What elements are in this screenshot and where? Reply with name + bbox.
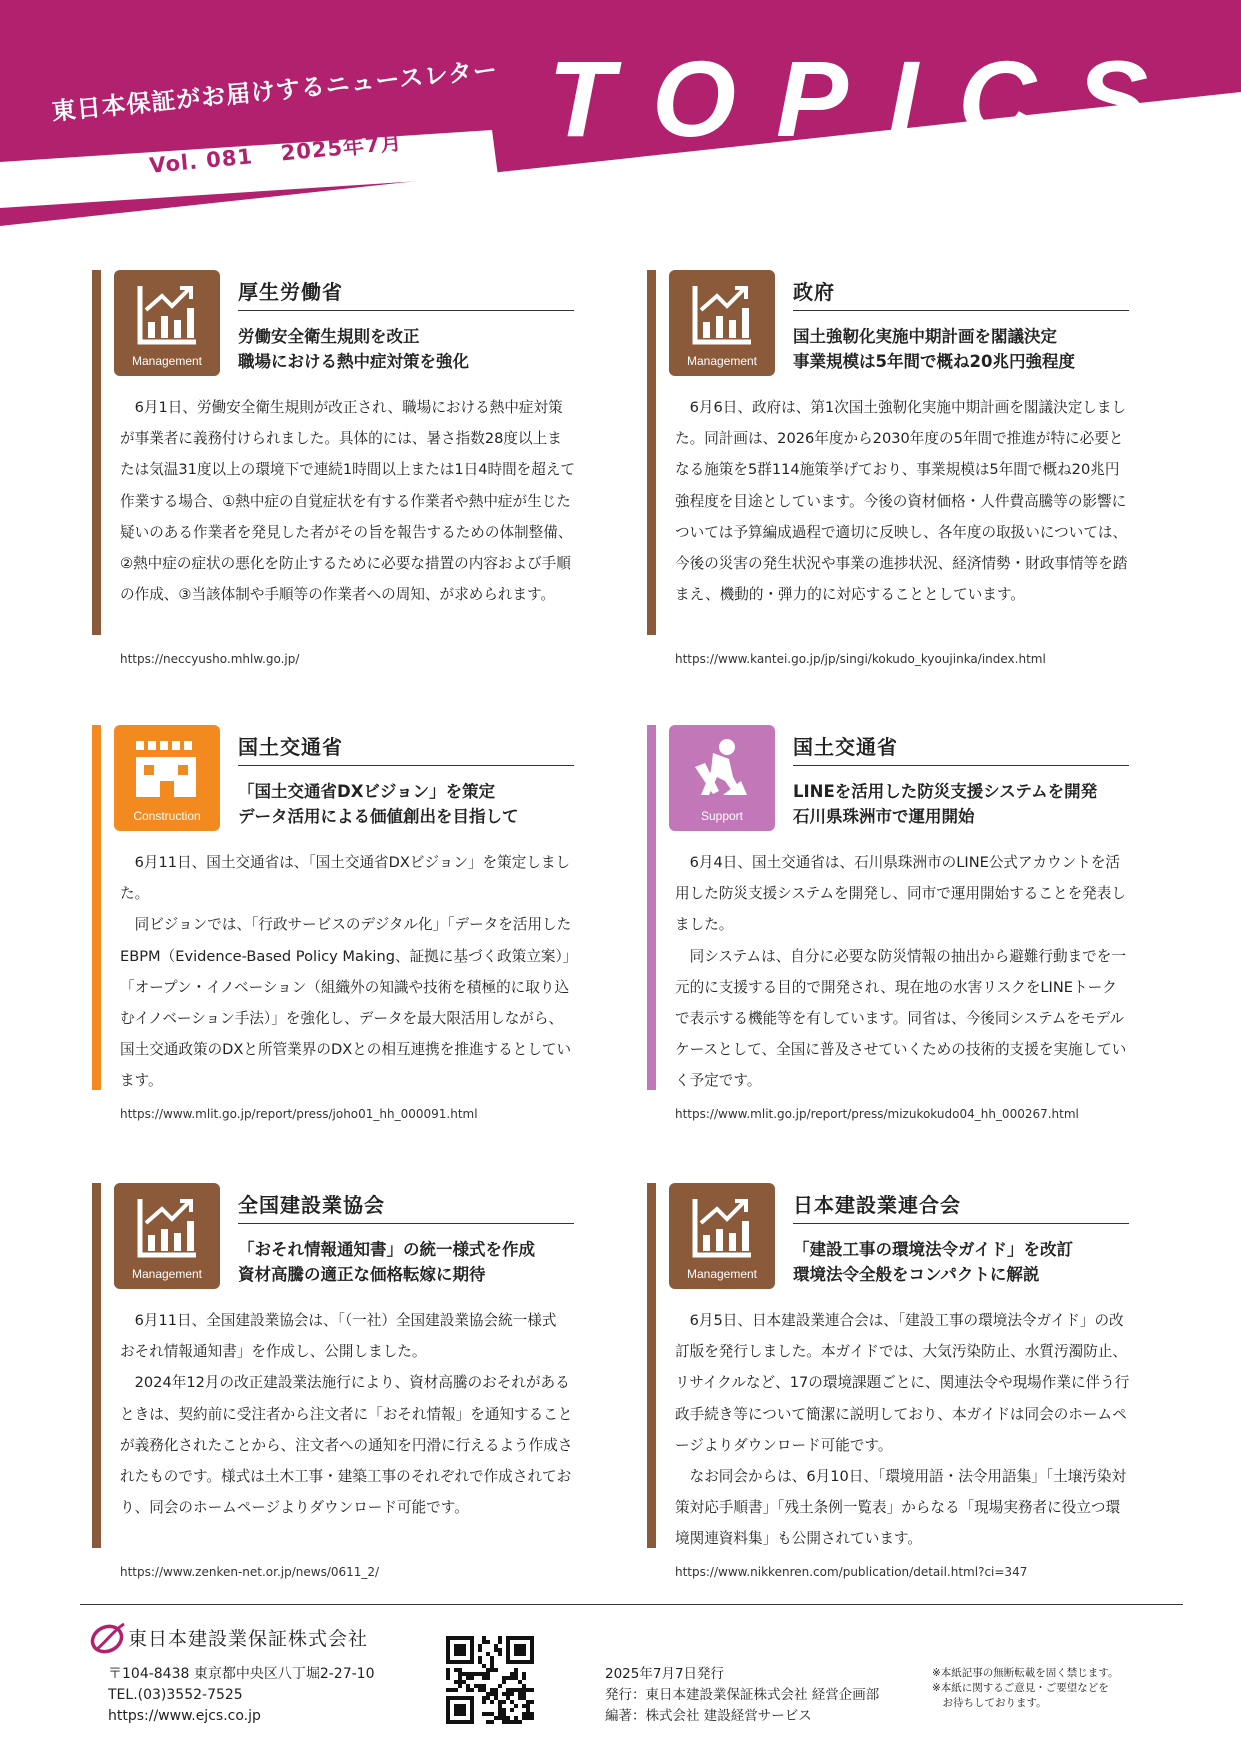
article-headline: [793, 324, 1141, 374]
category-badge: [114, 725, 220, 831]
article-organization: 国土交通省: [793, 735, 898, 759]
headline-line: 資材高騰の適正な価格転嫁に期待: [238, 1265, 486, 1284]
headline-line: LINEを活用した防災支援システムを開発: [793, 782, 1098, 801]
article-source-link[interactable]: https://www.nikkenren.com/publication/detail.html?ci=347: [675, 1565, 1028, 1579]
article-2: [669, 270, 1129, 672]
category-label: Support: [700, 809, 744, 823]
body-paragraph: なお同会からは、6月10日、「環境用語・法令用語集」「土壌汚染対策対応手順書」「残土条例一覧表」からなる「現場実務者に役立つ環境関連資料集」も公開されています。: [675, 1468, 1127, 1548]
article-accent-bar: [92, 270, 101, 635]
headline-line: 石川県珠洲市で運用開始: [793, 807, 975, 826]
company-website-link[interactable]: https://www.ejcs.co.jp: [108, 1708, 261, 1724]
category-badge: [669, 270, 775, 376]
article-headline: [793, 1237, 1141, 1287]
title-divider: [238, 765, 574, 766]
title-divider: [793, 1223, 1129, 1224]
headline-line: 職場における熱中症対策を強化: [238, 352, 469, 371]
footer-divider: [80, 1604, 1183, 1605]
body-paragraph: 2024年12月の改正建設業法施行により、資材高騰のおそれがあるときは、契約前に受注者から注文者に「おそれ情報」を通知することが義務化されたことから、注文者への通知を円滑に行えるよう作成されたものです。様式は土木工事・建築工事のそれぞれで作成されており、同会のホームページよりダウンロード可能です。: [120, 1374, 573, 1517]
feedback-note-cont: お待ちしております。: [932, 1697, 1047, 1709]
article-source-link[interactable]: https://www.zenken-net.or.jp/news/0611_2/: [120, 1565, 380, 1579]
body-paragraph: 6月11日、国土交通省は、「国土交通省DXビジョン」を策定しました。: [120, 854, 571, 903]
title-divider: [238, 310, 574, 311]
postal-address: 〒104-8438 東京都中央区八丁堀2-27-10: [108, 1666, 375, 1682]
body-paragraph: 6月11日、全国建設業協会は、「（一社）全国建設業協会統一様式 おそれ情報通知書」を作成し、公開しました。: [120, 1312, 572, 1361]
company-logo-icon: [88, 1622, 128, 1654]
article-source-link[interactable]: https://www.kantei.go.jp/jp/singi/kokudo_kyoujinka/index.html: [675, 652, 1046, 666]
article-organization: 厚生労働省: [238, 280, 343, 304]
category-badge: [114, 270, 220, 376]
header-banner: [0, 0, 1241, 230]
headline-line: 環境法令全般をコンパクトに解説: [793, 1265, 1040, 1284]
article-accent-bar: [647, 725, 656, 1090]
article-source-link[interactable]: https://neccyusho.mhlw.go.jp/: [120, 652, 300, 666]
article-body: [675, 1305, 1131, 1555]
title-divider: [793, 765, 1129, 766]
category-badge: [114, 1183, 220, 1289]
headline-line: データ活用による価値創出を目指して: [238, 807, 519, 826]
title-divider: [238, 1223, 574, 1224]
body-paragraph: 6月4日、国土交通省は、石川県珠洲市のLINE公式アカウントを活用した防災支援システムを開発し、同市で運用開始することを発表しました。: [675, 854, 1126, 934]
category-label: Management: [686, 1267, 758, 1281]
body-paragraph: 同システムは、自分に必要な防災情報の抽出から避難行動までを一元的に支援する目的で開発され、現在地の水害リスクをLINEトークで表示する機能等を有しています。同省は、今後同システムをモデルケースとして、全国に普及させていくための技術的支援を実施していく予定です。: [675, 947, 1127, 1090]
article-headline: [238, 1237, 586, 1287]
headline-line: 「建設工事の環境法令ガイド」を改訂: [793, 1240, 1074, 1259]
article-body: [675, 392, 1131, 610]
article-accent-bar: [92, 725, 101, 1090]
article-body: [120, 1305, 576, 1523]
article-organization: 政府: [793, 280, 835, 304]
body-paragraph: 同ビジョンでは、「行政サービスのデジタル化」「データを活用したEBPM（Evidence-Based Policy Making、証拠に基づく政策立案）」「オープン・イノベーション（組織外の知識や技術を積極的に取り込むイノベーション手法）」を強化し、データを最大限活用しながら、国土交通政策のDXと所管業界のDXとの相互連携を推進するとしています。: [120, 916, 572, 1090]
publication-info: [605, 1664, 879, 1727]
issue-date: 2025年7月: [279, 130, 404, 166]
category-label: Construction: [133, 809, 201, 823]
headline-line: 事業規模は5年間で概ね20兆円強程度: [793, 352, 1075, 371]
editor: 編著：株式会社 建設経営サービス: [605, 1708, 812, 1724]
article-headline: [793, 779, 1141, 829]
publish-date: 2025年7月7日発行: [605, 1666, 725, 1682]
article-6: [669, 1183, 1129, 1585]
copyright-note: ※本紙記事の無断転載を固く禁じます。: [932, 1667, 1119, 1679]
article-headline: [238, 324, 586, 374]
publisher: 発行：東日本建設業保証株式会社 経営企画部: [605, 1687, 880, 1703]
article-body: [675, 847, 1131, 1097]
article-5: [114, 1183, 574, 1585]
article-body: [120, 847, 576, 1097]
article-headline: [238, 779, 586, 829]
category-label: Management: [131, 1267, 203, 1281]
article-accent-bar: [647, 1183, 656, 1548]
company-name: 東日本建設業保証株式会社: [128, 1628, 369, 1650]
body-paragraph: 6月5日、日本建設業連合会は、「建設工事の環境法令ガイド」の改訂版を発行しました。本ガイドでは、大気汚染防止、水質汚濁防止、リサイクルなど、17の環境課題ごとに、関連法令や現場作業に伴う行政手続き等について簡潔に説明しており、本ガイドは同会のホームページよりダウンロード可能です。: [675, 1312, 1130, 1454]
headline-line: 国土強靭化実施中期計画を閣議決定: [793, 327, 1057, 346]
article-1: [114, 270, 574, 672]
headline-line: 「国土交通省DXビジョン」を策定: [238, 782, 496, 801]
volume-number: Vol. 081: [148, 144, 255, 178]
article-body: [120, 392, 576, 610]
category-badge: [669, 1183, 775, 1289]
feedback-note: ※本紙に関するご意見・ご要望などを: [932, 1682, 1109, 1694]
article-4: [669, 725, 1129, 1127]
headline-line: 「おそれ情報通知書」の統一様式を作成: [238, 1240, 535, 1259]
article-3: [114, 725, 574, 1127]
title-divider: [793, 310, 1129, 311]
article-organization: 国土交通省: [238, 735, 343, 759]
qr-code[interactable]: [446, 1636, 534, 1724]
article-source-link[interactable]: https://www.mlit.go.jp/report/press/mizukokudo04_hh_000267.html: [675, 1107, 1079, 1121]
category-label: Management: [686, 354, 758, 368]
newsletter-tagline: 東日本保証がお届けするニュースレター: [50, 55, 500, 126]
body-paragraph: 6月6日、政府は、第1次国土強靭化実施中期計画を閣議決定しました。同計画は、2026年度から2030年度の5年間で推進が特に必要となる施策を5群114施策挙げており、事業規模は5年間で概ね20兆円強程度を目途としています。今後の資材価格・人件費高騰等の影響については予算編成過程で適切に反映し、各年度の取扱いについては、今後の災害の発生状況や事業の進捗状況、経済情勢・財政事情等を踏まえ、機動的・弾力的に対応することとしています。: [675, 399, 1128, 604]
article-accent-bar: [647, 270, 656, 635]
category-badge: [669, 725, 775, 831]
footer-notes: [932, 1666, 1118, 1711]
article-source-link[interactable]: https://www.mlit.go.jp/report/press/joho01_hh_000091.html: [120, 1107, 478, 1121]
company-address: [108, 1664, 375, 1727]
category-label: Management: [131, 354, 203, 368]
article-accent-bar: [92, 1183, 101, 1548]
topics-title: TOPICS: [548, 38, 1189, 159]
phone-number: TEL.(03)3552-7525: [108, 1687, 243, 1703]
article-organization: 全国建設業協会: [238, 1193, 385, 1217]
headline-line: 労働安全衛生規則を改正: [238, 327, 420, 346]
body-paragraph: 6月1日、労働安全衛生規則が改正され、職場における熱中症対策が事業者に義務付けられました。具体的には、暑さ指数28度以上または気温31度以上の環境下で連続1時間以上または1日4時間を超えて作業する場合、①熱中症の自覚症状を有する作業者や熱中症が生じた疑いのある作業者を発見した者がその旨を報告するための体制整備、②熱中症の症状の悪化を防止するために必要な措置の内容および手順の作成、③当該体制や手順等の作業者への周知、が求められます。: [120, 399, 576, 604]
article-organization: 日本建設業連合会: [793, 1193, 961, 1217]
